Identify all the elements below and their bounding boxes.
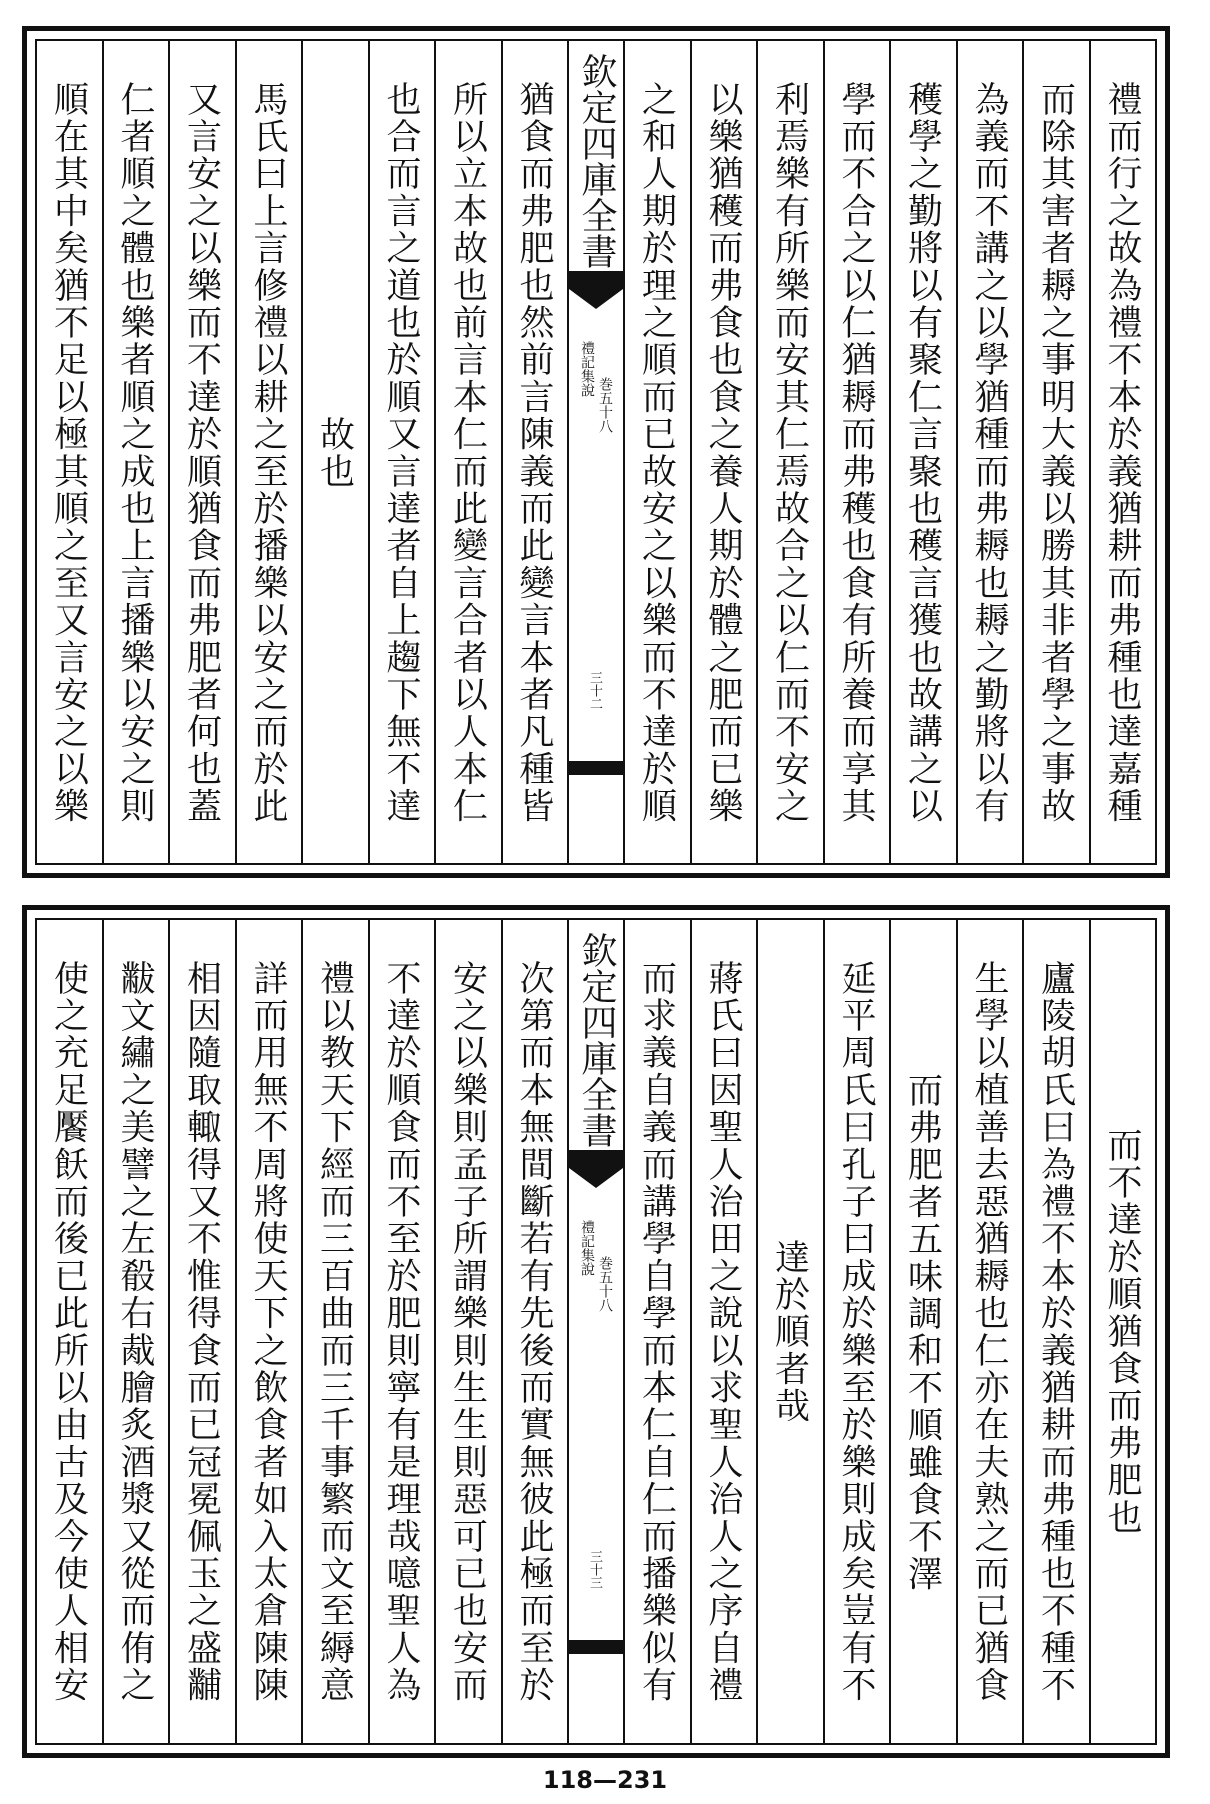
fishtail-bottom-mark [569,761,623,775]
column-text: 次第而本無間斷若有先後而實無彼此極而至於 [514,960,554,1704]
column-text: 而求義自義而講學自學而本仁自仁而播樂似有 [636,960,677,1704]
column-text: 猶食而弗肥也然前言陳義而此變言本者凡種皆 [514,81,554,825]
column-text: 蔣氏曰因聖人治田之說以求聖人治人之序自禮 [703,960,743,1704]
text-column [1089,41,1156,863]
top-page-columns [37,41,1155,863]
text-column [956,41,1023,863]
text-column [756,41,823,863]
center-band [567,41,623,863]
fishtail-bottom-mark [569,1640,623,1654]
text-column [37,920,102,1743]
text-column [102,41,169,863]
column-text: 而不達於順猶食而弗肥也 [1102,1127,1142,1537]
top-page-frame [22,26,1170,878]
column-text: 仁者順之體也樂者順之成也上言播樂以安之則 [115,81,155,825]
text-column [37,41,102,863]
column-text: 為義而不講之以學猶種而弗耨也耨之勤將以有 [969,81,1009,825]
text-column [434,920,501,1743]
column-text: 使之充足饜飫而後已此所以由古及今使人相安 [48,960,89,1704]
text-column [690,920,757,1743]
text-column [501,41,568,863]
text-column [623,920,690,1743]
text-column [368,920,435,1743]
top-page-inner-border [35,39,1157,865]
column-text: 黻文繡之美譬之左殽右胾膾炙酒漿又從而侑之 [115,960,155,1704]
text-column [889,920,956,1743]
leaf-number: 三十三 [587,1550,602,1589]
column-text: 不達於順食而不至於肥則寧有是理哉噫聖人為 [381,960,421,1704]
column-text: 禮而行之故為禮不本於義猶耕而弗種也達嘉種 [1102,81,1142,825]
column-text: 達於順者哉 [769,1239,810,1425]
column-text: 安之以樂則孟子所謂樂則生生則惡可已也安而 [447,960,488,1704]
text-column [368,41,435,863]
page-number: 118—231 [542,1766,668,1794]
center-band [567,920,623,1743]
text-column [434,41,501,863]
column-text: 故也 [314,415,355,491]
text-column [102,920,169,1743]
text-column [235,41,302,863]
text-column [690,41,757,863]
column-text: 而除其害者耨之事明大義以勝其非者學之事故 [1035,81,1076,825]
column-text: 學而不合之以仁猶耨而弗穫也食有所養而享其 [836,81,876,825]
text-column [623,41,690,863]
fishtail-mark [569,271,623,315]
text-column [1089,920,1156,1743]
text-column [301,920,368,1743]
column-text: 所以立本故也前言本仁而此變言合者以人本仁 [447,81,488,825]
text-column [1022,920,1089,1743]
text-column [168,41,235,863]
column-text: 而弗肥者五味調和不順雖食不澤 [902,1071,943,1593]
bottom-page-frame [22,905,1170,1758]
book-subtitle: 禮記集說 [579,341,595,397]
column-text: 生學以植善去惡猶耨也仁亦在夫熟之而已猶食 [969,960,1009,1704]
volume-label: 巻五十八 [597,1256,613,1312]
column-text: 順在其中矣猶不足以極其順之至又言安之以樂 [48,81,89,825]
bottom-page-inner-border [35,918,1157,1745]
volume-label: 巻五十八 [597,377,613,433]
text-column [168,920,235,1743]
column-text: 禮以教天下經而三百曲而三千事繁而文至縟意 [314,960,355,1704]
column-text: 穫學之勤將以有聚仁言聚也穫言獲也故講之以 [902,81,943,825]
book-title: 欽定四庫全書 [576,53,617,269]
text-column [823,920,890,1743]
column-text: 以樂猶穫而弗食也食之養人期於體之肥而已樂 [703,81,743,825]
column-text: 馬氏曰上言修禮以耕之至於播樂以安之而於此 [248,81,288,825]
column-text: 之和人期於理之順而已故安之以樂而不達於順 [636,81,677,825]
leaf-number: 三十二 [587,671,602,710]
column-text: 詳而用無不周將使天下之飲食者如入太倉陳陳 [248,960,288,1704]
text-column [823,41,890,863]
book-title: 欽定四庫全書 [576,932,617,1148]
column-text: 也合而言之道也於順又言達者自上趨下無不達 [381,81,421,825]
text-column [235,920,302,1743]
book-subtitle: 禮記集說 [579,1220,595,1276]
column-text: 廬陵胡氏曰為禮不本於義猶耕而弗種也不種不 [1035,960,1076,1704]
bottom-page-columns [37,920,1155,1743]
text-column [889,41,956,863]
column-text: 利焉樂有所樂而安其仁焉故合之以仁而不安之 [769,81,810,825]
text-column [301,41,368,863]
column-text: 延平周氏曰孔子曰成於樂至於樂則成矣豈有不 [836,960,876,1704]
text-column [756,920,823,1743]
text-column [501,920,568,1743]
fishtail-mark [569,1150,623,1194]
column-text: 又言安之以樂而不達於順猶食而弗肥者何也蓋 [181,81,222,825]
text-column [1022,41,1089,863]
text-column [956,920,1023,1743]
column-text: 相因隨取輙得又不惟得食而已冠冕佩玉之盛黼 [181,960,222,1704]
